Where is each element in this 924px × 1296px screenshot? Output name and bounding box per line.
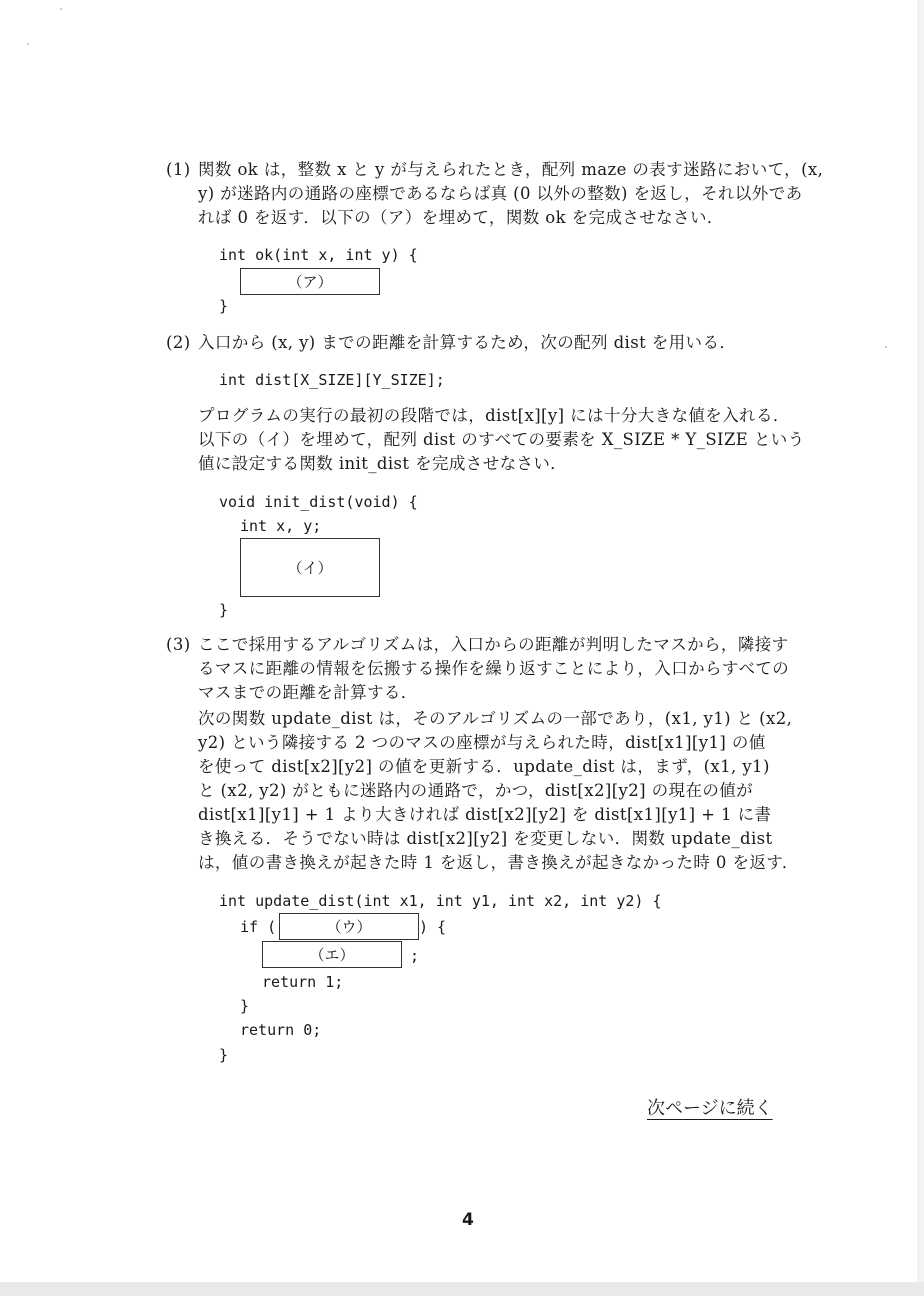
q3-text-line-5: y2) という隣接する 2 つのマスの座標が与えられた時，dist[x1][y1] の値	[198, 733, 766, 752]
scan-speck	[885, 346, 887, 348]
q1-number: (1)	[166, 160, 191, 179]
q2-code-signature: void init_dist(void) {	[219, 493, 418, 511]
q3-text-line-7: と (x2, y2) がともに迷路内の通路で，かつ，dist[x2][y2] の現在の値が	[198, 781, 754, 800]
answer-blank-a: （ア）	[240, 268, 380, 295]
q3-code-if-close: ) {	[419, 918, 447, 936]
scan-speck	[27, 43, 29, 45]
q1-text-line-2: y) が迷路内の通路の座標であるならば真 (0 以外の整数) を返し，それ以外であ	[198, 184, 803, 203]
q3-code-return-1: return 1;	[262, 973, 344, 991]
q3-text-line-6: を使って dist[x2][y2] の値を更新する．update_dist は，まず，(x1, y1)	[198, 757, 770, 776]
answer-blank-e: （エ）	[262, 941, 402, 968]
q2-text-line-2: 以下の（イ）を埋めて，配列 dist のすべての要素を X_SIZE * Y_SIZE という	[198, 430, 805, 449]
q1-code-close-brace: }	[219, 297, 229, 315]
q3-text-line-4: 次の関数 update_dist は，そのアルゴリズムの一部であり，(x1, y1) と (x2,	[198, 709, 793, 728]
q3-text-line-9: き換える．そうでない時は dist[x2][y2] を変更しない．関数 update_dist	[198, 829, 773, 848]
q3-code-outer-brace: }	[219, 1046, 229, 1064]
q3-text-line-2: るマスに距離の情報を伝搬する操作を繰り返すことにより，入口からすべての	[198, 659, 790, 678]
q3-code-inner-brace: }	[240, 997, 250, 1015]
q2-intro-line: 入口から (x, y) までの距離を計算するため，次の配列 dist を用いる．	[198, 333, 737, 352]
scan-speck	[60, 8, 62, 10]
q2-code-close-brace: }	[219, 601, 229, 619]
q1-code-signature: int ok(int x, int y) {	[219, 246, 418, 264]
q3-code-return-0: return 0;	[240, 1021, 322, 1039]
q3-code-signature: int update_dist(int x1, int y1, int x2, int y2) {	[219, 892, 662, 910]
q3-number: (3)	[166, 635, 191, 654]
q1-text-line-3: れば 0 を返す．以下の（ア）を埋めて，関数 ok を完成させなさい．	[198, 208, 724, 227]
q2-text-line-1: プログラムの実行の最初の段階では，dist[x][y] には十分大きな値を入れる．	[198, 406, 790, 425]
q2-text-line-3: 値に設定する関数 init_dist を完成させなさい．	[198, 454, 568, 473]
q3-text-line-1: ここで採用するアルゴリズムは，入口からの距離が判明したマスから，隣接す	[198, 635, 789, 654]
q2-number: (2)	[166, 333, 191, 352]
q3-text-line-10: は，値の書き換えが起きた時 1 を返し，書き換えが起きなかった時 0 を返す．	[198, 853, 799, 872]
page-edge-shadow	[917, 0, 924, 1282]
q1-text-line-1: 関数 ok は，整数 x と y が与えられたとき，配列 maze の表す迷路において，(x,	[198, 160, 824, 179]
q3-text-line-8: dist[x1][y1] + 1 より大きければ dist[x2][y2] を dist[x1][y1] + 1 に書	[198, 805, 772, 824]
q2-dist-declaration: int dist[X_SIZE][Y_SIZE];	[219, 371, 445, 389]
q3-text-line-3: マスまでの距離を計算する．	[198, 683, 418, 702]
q2-code-var-decl: int x, y;	[240, 517, 322, 535]
answer-blank-u: （ウ）	[279, 913, 419, 940]
continued-next-page: 次ページに続く	[647, 1098, 773, 1119]
q3-code-semicolon: ;	[410, 947, 420, 965]
viewer-bottom-strip	[0, 1282, 924, 1296]
q3-code-if-open: if (	[240, 918, 277, 936]
page-number: 4	[462, 1210, 474, 1230]
answer-blank-i: （イ）	[240, 538, 380, 597]
